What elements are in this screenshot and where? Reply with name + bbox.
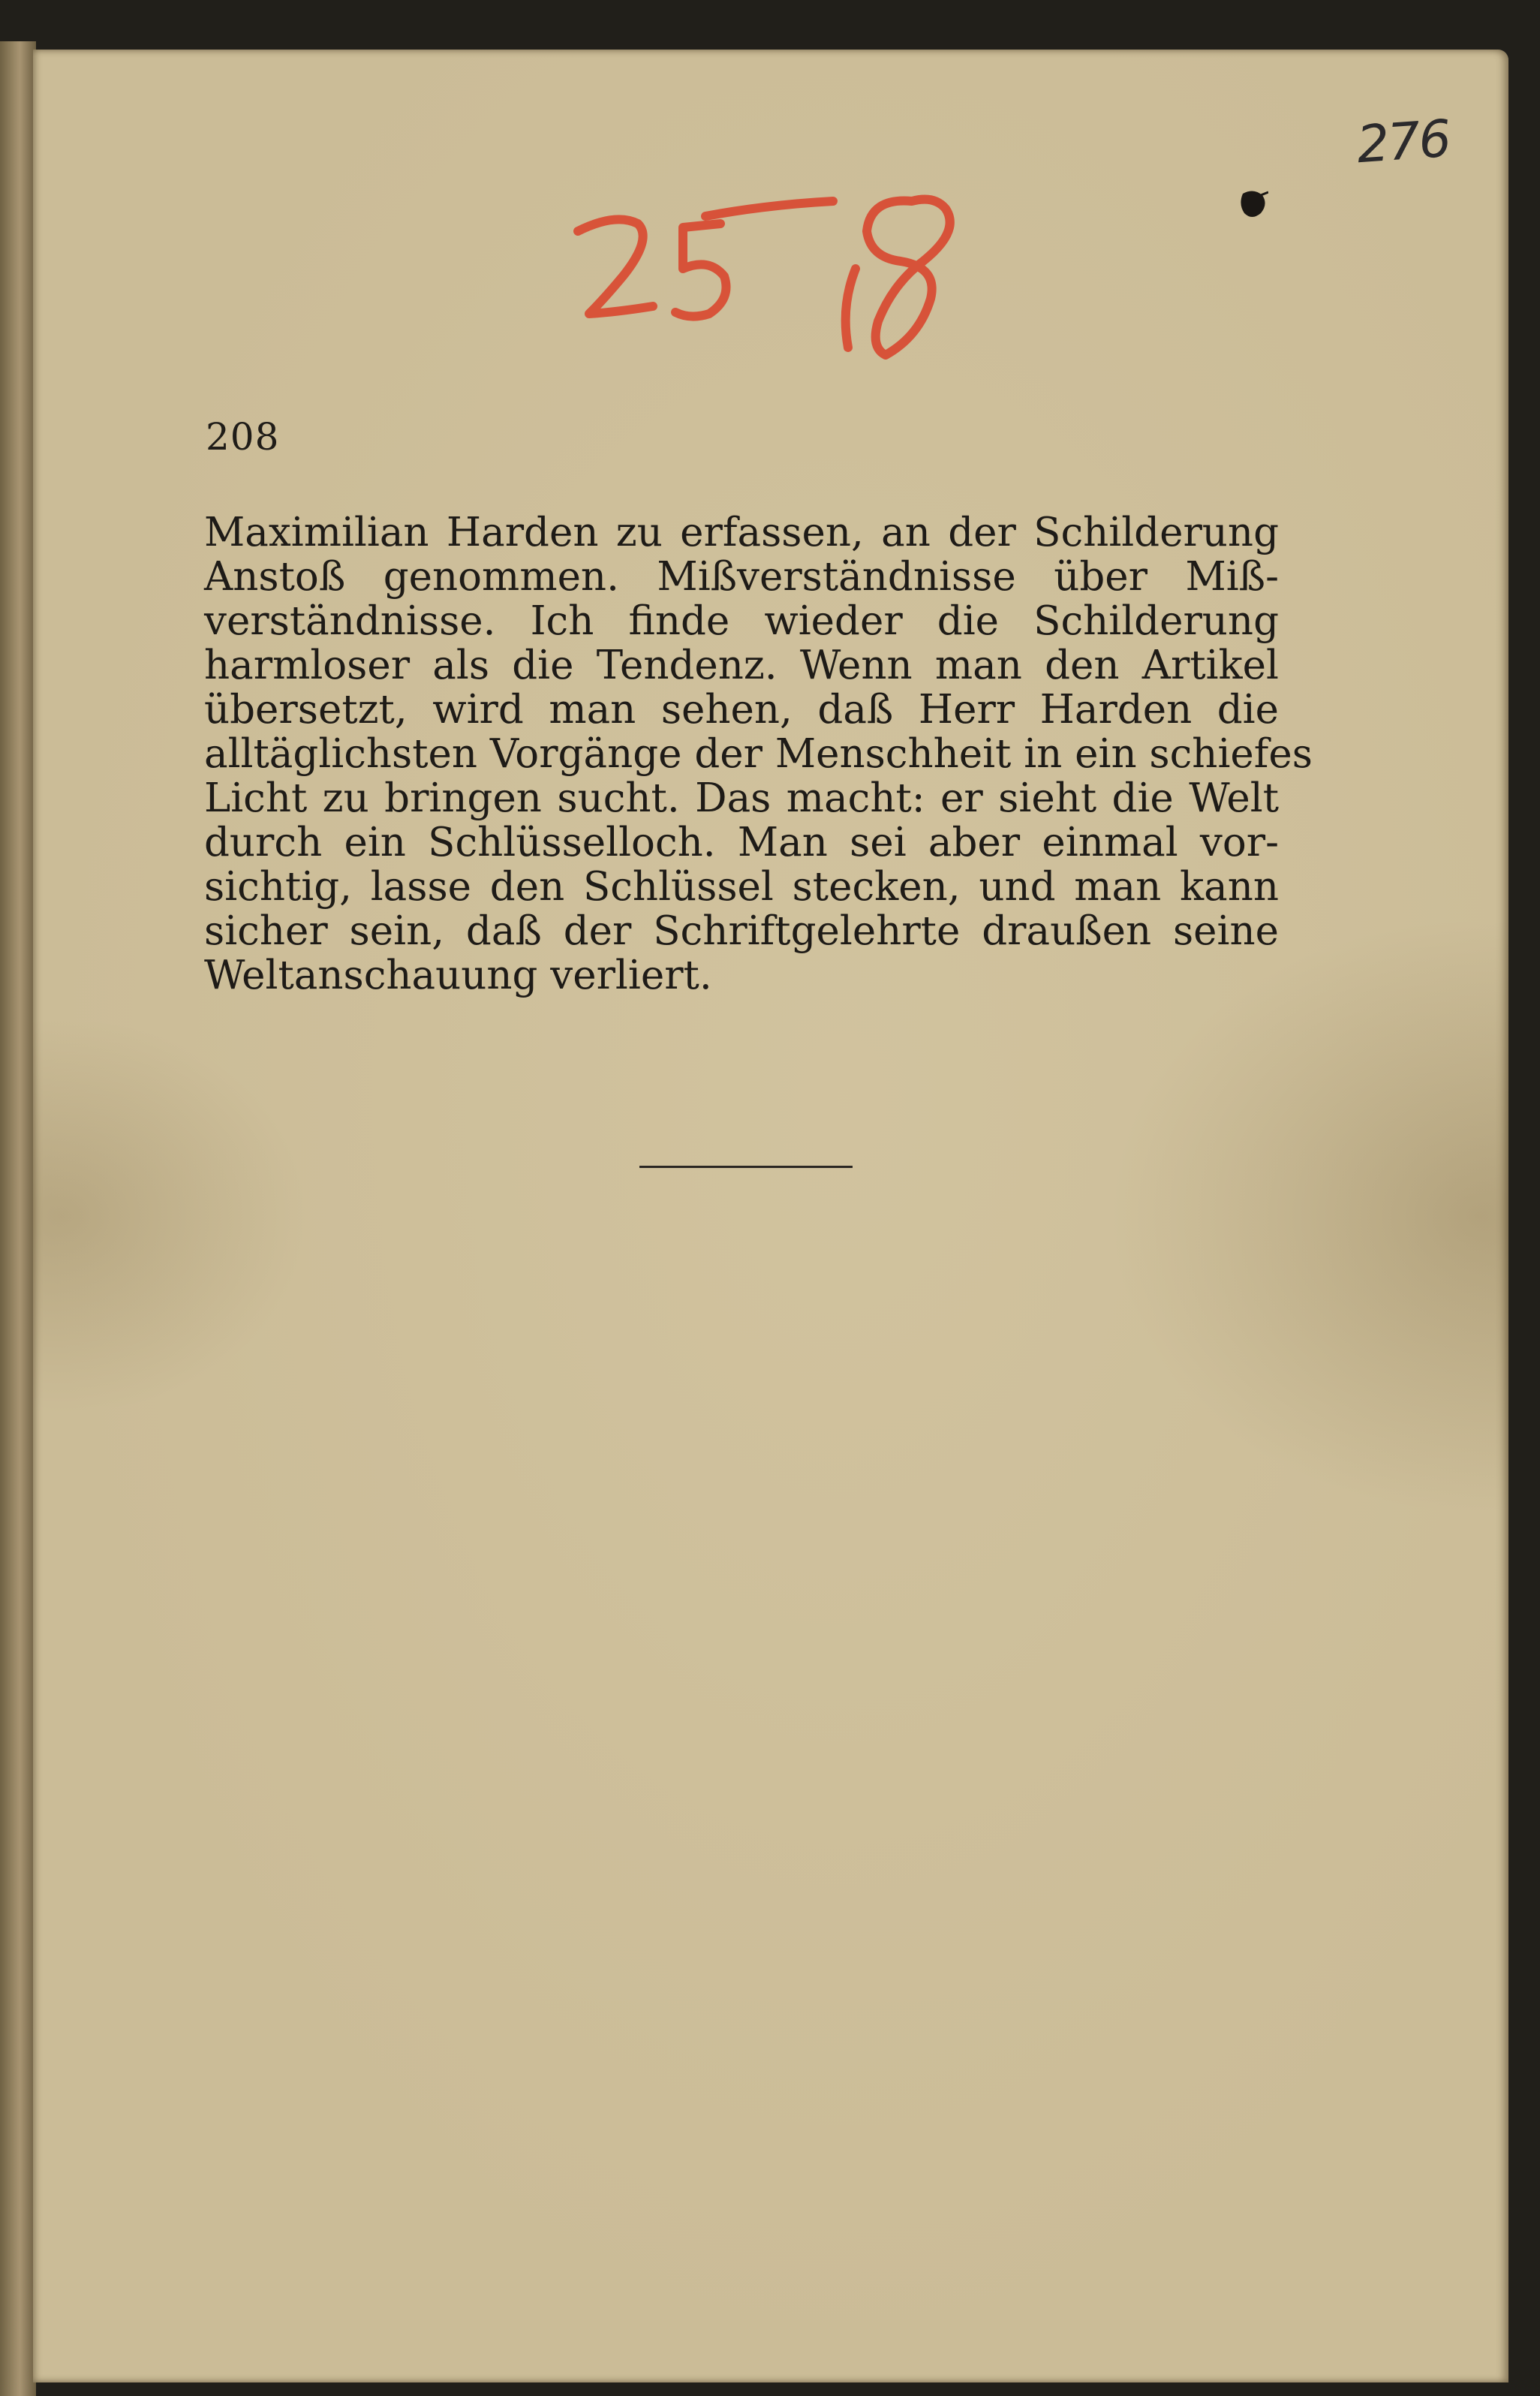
- text-line: Maximilian Harden zu erfassen, an der Schilderung: [204, 510, 1279, 555]
- text-line: durch ein Schlüsselloch. Man sei aber einmal vor-: [204, 820, 1279, 865]
- text-line: Anstoß genommen. Mißverständnisse über Miß-: [204, 554, 1279, 600]
- text-line: sicher sein, daß der Schriftgelehrte draußen seine: [204, 908, 1279, 954]
- body-paragraph: [204, 510, 1313, 998]
- archive-page-number: 276: [1355, 109, 1452, 176]
- text-line: alltäglichsten Vorgänge der Menschheit in ein schiefes: [204, 731, 1313, 777]
- ink-blot: [1238, 188, 1268, 219]
- text-line: Weltanschauung verliert.: [204, 953, 712, 998]
- text-line: Licht zu bringen sucht. Das macht: er sieht die Welt: [204, 775, 1279, 821]
- text-line: sichtig, lasse den Schlüssel stecken, und man kann: [204, 864, 1279, 910]
- red-crayon-mark: [570, 186, 1006, 366]
- left-page-edge: [0, 41, 36, 2396]
- text-line: übersetzt, wird man sehen, daß Herr Harden die: [204, 687, 1279, 733]
- page-number: 208: [206, 415, 280, 459]
- text-line: harmloser als die Tendenz. Wenn man den Artikel: [204, 643, 1279, 688]
- text-line: verständnisse. Ich finde wieder die Schilderung: [204, 598, 1279, 644]
- section-divider: [639, 1166, 853, 1168]
- book-page: [33, 50, 1508, 2382]
